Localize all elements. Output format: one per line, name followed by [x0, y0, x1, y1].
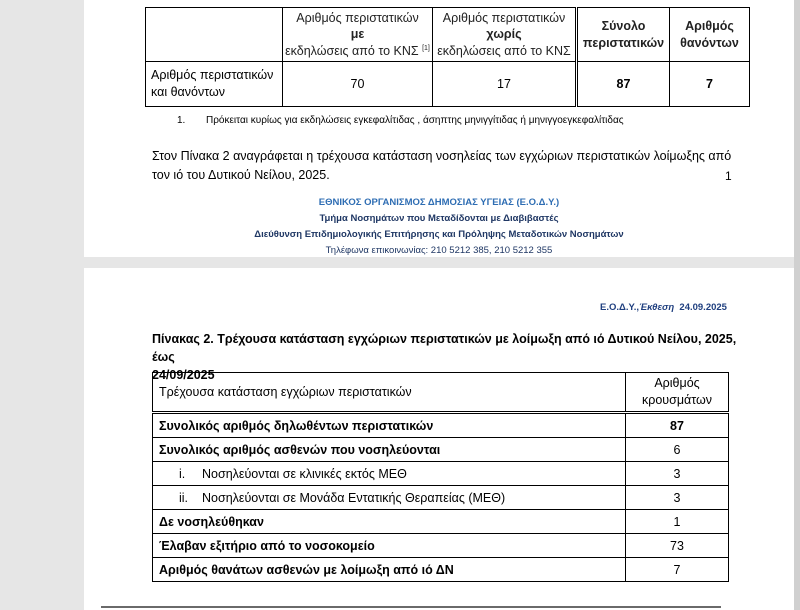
- header-with-kns: Αριθμός περιστατικών με εκδηλώσεις από το ΚΝΣ [1]: [283, 8, 433, 62]
- row-label: Αριθμός περιστατικών και θανόντων: [146, 62, 283, 107]
- value-deaths: 7: [670, 62, 750, 107]
- footer-directorate: Διεύθυνση Επιδημιολογικής Επιτήρησης και Πρόληψης Μεταδοτικών Νοσημάτων: [254, 229, 624, 240]
- table-row: [153, 413, 729, 438]
- row-value: 87: [626, 413, 729, 438]
- table-row: [153, 462, 729, 486]
- row-label: Συνολικός αριθμός ασθενών που νοσηλεύονται: [153, 438, 626, 462]
- row-label: Δε νοσηλεύθηκαν: [153, 510, 626, 534]
- table-row: [146, 62, 750, 107]
- row-label: Έλαβαν εξιτήριο από το νοσοκομείο: [153, 534, 626, 558]
- value-without-kns: 17: [433, 62, 577, 107]
- current-status-table: [152, 372, 729, 582]
- viewer-scroll-edge[interactable]: [794, 0, 800, 610]
- document-page-1: [84, 0, 794, 257]
- table2-header-count: Αριθμός κρουσμάτων: [626, 373, 729, 413]
- table-row: [153, 438, 729, 462]
- table2-header-status: Τρέχουσα κατάσταση εγχώριων περιστατικών: [153, 373, 626, 413]
- row-label: Συνολικός αριθμός δηλωθέντων περιστατικών: [153, 413, 626, 438]
- table-row: [153, 510, 729, 534]
- row-value: 1: [626, 510, 729, 534]
- row-value: 7: [626, 558, 729, 582]
- row-value: 6: [626, 438, 729, 462]
- table-row: [153, 534, 729, 558]
- row-value: 3: [626, 462, 729, 486]
- footer-org-name: ΕΘΝΙΚΟΣ ΟΡΓΑΝΙΣΜΟΣ ΔΗΜΟΣΙΑΣ ΥΓΕΙΑΣ (Ε.Ο.Δ.Υ.): [318, 197, 560, 208]
- body-paragraph: Στον Πίνακα 2 αναγράφεται η τρέχουσα κατάσταση νοσηλείας των εγχώριων περιστατικών λοίμωξης από τον ιό του Δυτικού Νείλου, 2025.: [152, 149, 732, 183]
- row-value: 3: [626, 486, 729, 510]
- page-bottom-rule: [101, 606, 721, 608]
- document-page-2: [84, 268, 794, 610]
- cases-deaths-table: [145, 7, 750, 107]
- value-total: 87: [577, 62, 670, 107]
- page-number: 1: [725, 169, 732, 183]
- table-row: [153, 558, 729, 582]
- header-total-cases: Σύνολο περιστατικών: [577, 8, 670, 62]
- header-without-kns: Αριθμός περιστατικών χωρίς εκδηλώσεις από το ΚΝΣ: [433, 8, 577, 62]
- header-deaths: Αριθμός θανόντων: [670, 8, 750, 62]
- table-row: [153, 486, 729, 510]
- report-header: Ε.Ο.Δ.Υ.,Έκθεση 24.09.2025: [600, 302, 727, 313]
- row-value: 73: [626, 534, 729, 558]
- footer-department: Τμήμα Νοσημάτων που Μεταδίδονται με Διαβιβαστές: [319, 213, 559, 224]
- table1-empty-header-cell: [146, 8, 283, 62]
- value-with-kns: 70: [283, 62, 433, 107]
- footer-phone: Τηλέφωνα επικοινωνίας: 210 5212 385, 210 5212 355: [325, 245, 553, 256]
- footnote-ref[interactable]: [1]: [422, 44, 430, 52]
- row-label: i. Νοσηλεύονται σε κλινικές εκτός ΜΕΘ: [153, 462, 626, 486]
- footnote: 1. Πρόκειται κυρίως για εκδηλώσεις εγκεφαλίτιδας , άσηπτης μηνιγγίτιδας ή μηνιγγοεγκεφαλίτιδας: [177, 115, 624, 126]
- row-label: Αριθμός θανάτων ασθενών με λοίμωξη από ιό ΔΝ: [153, 558, 626, 582]
- table2-title: Πίνακας 2. Τρέχουσα κατάσταση εγχώριων περιστατικών με λοίμωξη από ιό Δυτικού Νείλου, 2025, έως 24/09/2025: [152, 332, 737, 383]
- row-label: ii. Νοσηλεύονται σε Μονάδα Εντατικής Θεραπείας (ΜΕΘ): [153, 486, 626, 510]
